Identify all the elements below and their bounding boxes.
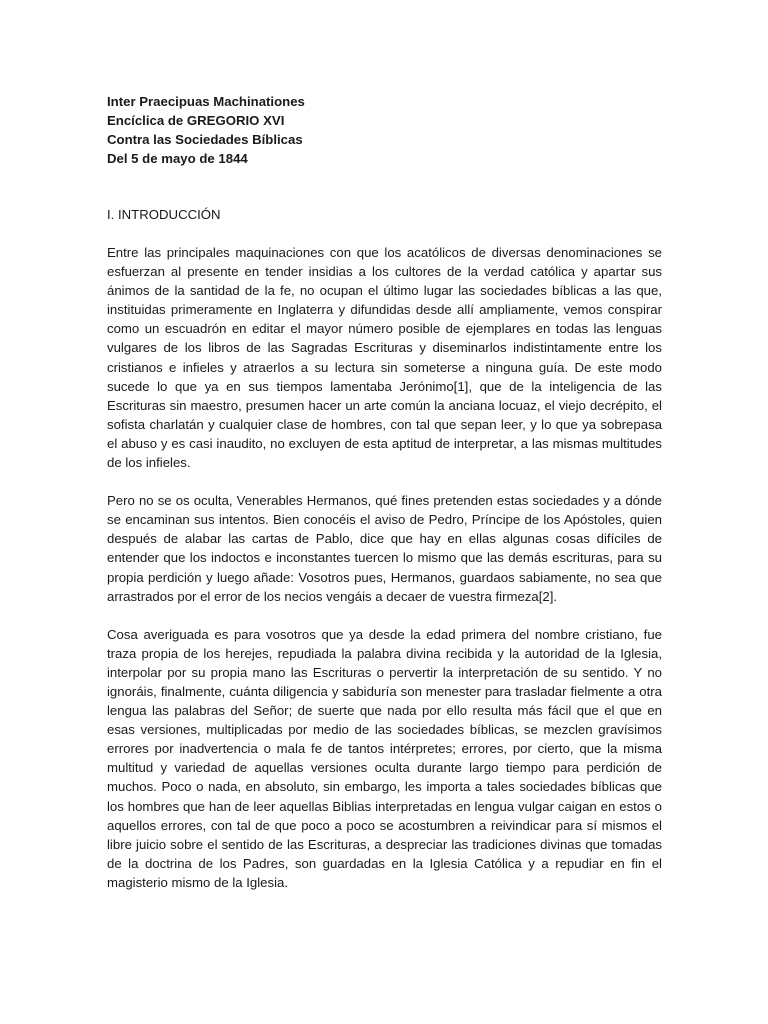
document-page xyxy=(107,92,662,905)
document-title: Inter Praecipuas Machinationes xyxy=(107,94,305,109)
paragraph-2: Pero no se os oculta, Venerables Hermanos, qué fines pretenden estas sociedades y a dónde se encaminan sus intentos. Bien conocéis el aviso de Pedro, Príncipe de los Apóstoles, quien después de alabar las cartas de Pablo, dice que hay en ellas algunas cosas difíciles de entender que los indoctos e inconstantes tuercen lo mismo que las demás escrituras, para su propia perdición y luego añade: Vosotros pues, Hermanos, guardaos sabiamente, no sea que arrastrados por el error de los necios vengáis a decaer de vuestra firmeza[2]. xyxy=(107,493,662,604)
paragraph-3: Cosa averiguada es para vosotros que ya desde la edad primera del nombre cristiano, fue traza propia de los herejes, repudiada la palabra divina recibida y la autoridad de la Iglesia, interpolar por su propia mano las Escrituras o pervertir la interpretación de su sentido. Y no ignoráis, finalmente, cuánta diligencia y sabiduría son menester para trasladar fielmente a otra lengua las palabras del Señor; de suerte que nada por ello resulta más fácil que el que en esas versiones, multiplicadas por medio de las sociedades bíblicas, se mezclen gravísimos errores por inadvertencia o mala fe de tantos intérpretes; errores, por cierto, que la misma multitud y variedad de aquellas versiones oculta durante largo tiempo para perdición de muchos. Poco o nada, en absoluto, sin embargo, les importa a tales sociedades bíblicas que los hombres que han de leer aquellas Biblias interpretadas en lengua vulgar caigan en estos o aquellos errores, con tal de que poco a poco se acostumbren a reivindicar para sí mismos el libre juicio sobre el sentido de las Escrituras, a despreciar las tradiciones divinas que tomadas de la doctrina de los Padres, son guardadas en la Iglesia Católica y a repudiar en fin el magisterio mismo de la Iglesia. xyxy=(107,626,662,890)
document-header xyxy=(107,92,662,168)
encyclical-author: Encíclica de GREGORIO XVI xyxy=(107,113,285,128)
paragraph-1: Entre las principales maquinaciones con que los acatólicos de diversas denominaciones se esfuerzan al presente en tender insidias a los cultores de la verdad católica y apartar sus ánimos de la santidad de la fe, no ocupan el último lugar las sociedades bíblicas a las que, instituidas primeramente en Inglaterra y difundidas desde allí ampliamente, vemos conspirar como un escuadrón en editar el mayor número posible de ejemplares en todas las lenguas vulgares de los libros de las Sagradas Escrituras y diseminarlos indistintamente entre los cristianos e infieles y atraerlos a su lectura sin someterse a ninguna guía. De este modo sucede lo que ya en sus tiempos lamentaba Jerónimo[1], que de la inteligencia de las Escrituras sin maestro, presumen hacer un arte común la anciana locuaz, el viejo decrépito, el sofista charlatán y cualquier clase de hombres, con tal que sepan leer, y lo que ya sobrepasa el abuso y es casi inaudito, no excluyen de esta aptitud de interpretar, a las mismas multitudes de los infieles. xyxy=(107,245,662,471)
encyclical-subject: Contra las Sociedades Bíblicas xyxy=(107,132,303,147)
encyclical-date: Del 5 de mayo de 1844 xyxy=(107,151,248,166)
section-heading: I. INTRODUCCIÓN xyxy=(107,207,221,222)
